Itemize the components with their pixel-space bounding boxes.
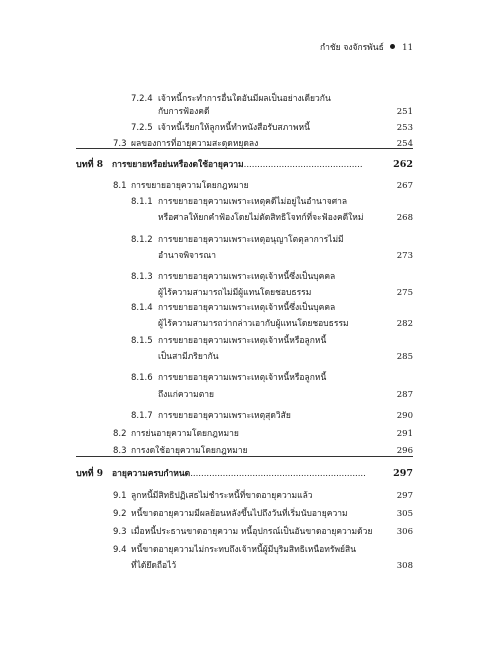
toc-entry-title: การขยายอายุความโดยกฎหมาย	[131, 181, 249, 191]
toc-entry-title: ลูกหนี้มีสิทธิปฏิเสธไม่ชำระหนี้ที่ขาดอายุความแล้ว	[131, 491, 313, 501]
toc-entry[interactable]	[0, 136, 479, 152]
toc-entry-title: ผลของการที่อายุความสะดุดหยุดลง	[131, 139, 259, 149]
toc-entry[interactable]	[0, 488, 479, 504]
toc-entry[interactable]	[0, 104, 479, 120]
toc-entry-page: 254	[396, 139, 413, 149]
toc-entry-title: การขยายอายุความเพราะเหตุเจ้าหนี้ซึ่งเป็นบุคคล	[158, 303, 336, 313]
toc-entry-title: เป็นสามีภริยากัน	[158, 352, 219, 362]
toc-entry[interactable]	[0, 120, 479, 136]
toc-entry-number: 8.1	[113, 181, 127, 191]
toc-entry[interactable]	[0, 300, 479, 316]
toc-entry-title: เมื่อหนี้ประธานขาดอายุความ หนี้อุปกรณ์เป็นอันขาดอายุความด้วย	[131, 527, 373, 537]
toc-entry-number: 9.1	[113, 491, 127, 501]
toc-entry[interactable]	[0, 506, 479, 522]
toc-entry-number: 9.2	[113, 509, 127, 519]
toc-entry-title: การขยายอายุความเพราะเหตุเจ้าหนี้หรือลูกหนี้	[158, 373, 327, 383]
toc-entry[interactable]	[0, 232, 479, 248]
toc-entry-page: 287	[396, 390, 413, 400]
toc-entry-page: 296	[396, 446, 413, 456]
chapter-title	[112, 466, 366, 482]
header-page-number: 11	[402, 43, 413, 53]
toc-entry-title: ผู้ไร้ความสามารถไม่มีผู้แทนโดยชอบธรรม	[158, 288, 312, 298]
chapter-page: 262	[393, 159, 413, 170]
toc-entry-title: การย่นอายุความโดยกฎหมาย	[131, 429, 239, 439]
toc-entry-number: 8.2	[113, 429, 127, 439]
toc-entry[interactable]	[0, 408, 479, 424]
chapter-title	[112, 157, 363, 173]
chapter-page: 297	[393, 468, 413, 479]
toc-entry-number: 7.2.5	[131, 123, 153, 133]
toc-entry[interactable]	[0, 316, 479, 332]
toc-entry[interactable]	[0, 524, 479, 540]
chapter-heading[interactable]	[0, 157, 479, 173]
toc-entry[interactable]	[0, 558, 479, 574]
toc-entry-number: 9.3	[113, 527, 127, 537]
toc-entry-title: ผู้ไร้ความสามารถว่ากล่าวเอากับผู้แทนโดยชอบธรรม	[158, 319, 349, 329]
chapter-label: บทที่ 9	[76, 469, 103, 479]
toc-entry-title: การขยายอายุความเพราะเหตุสุดวิสัย	[158, 411, 291, 421]
toc-entry-page: 290	[396, 411, 413, 421]
toc-entry-title: เจ้าหนี้เรียกให้ลูกหนี้ทำหนังสือรับสภาพหนี้	[158, 123, 310, 133]
toc-entry-number: 8.1.2	[131, 235, 153, 245]
toc-entry-number: 7.3	[113, 139, 127, 149]
toc-entry-number: 8.3	[113, 446, 127, 456]
chapter-title-text: การขยายหรือย่นหรืองดใช้อายุความ	[112, 160, 244, 170]
toc-entry-page: 253	[396, 123, 413, 133]
toc-entry-page: 291	[396, 429, 413, 439]
toc-entry-page: 285	[396, 352, 413, 362]
toc-entry-title: หนี้ขาดอายุความไม่กระทบถึงเจ้าหนี้ผู้มีบุริมสิทธิเหนือทรัพย์สิน	[131, 545, 357, 555]
toc-entry-page: 267	[396, 181, 413, 191]
toc-entry[interactable]	[0, 426, 479, 442]
toc-entry-page: 275	[396, 288, 413, 298]
chapter-heading[interactable]	[0, 466, 479, 482]
toc-entry-number: 8.1.7	[131, 411, 153, 421]
toc-entry[interactable]	[0, 542, 479, 558]
toc-entry[interactable]	[0, 333, 479, 349]
toc-entry-page: 306	[396, 527, 413, 537]
toc-entry-title: การขยายอายุความเพราะเหตุคดีไม่อยู่ในอำนาจศาล	[158, 197, 348, 207]
toc-entry-page: 308	[396, 561, 413, 571]
chapter-label: บทที่ 8	[76, 160, 103, 170]
toc-entry[interactable]	[0, 285, 479, 301]
toc-entry-title: การขยายอายุความเพราะเหตุอนุญาโตตุลาการไม่มี	[158, 235, 344, 245]
toc-entry-page: 305	[396, 509, 413, 519]
toc-entry-number: 8.1.3	[131, 272, 153, 282]
header-author: กำชัย จงจักรพันธ์	[319, 43, 384, 53]
toc-entry-title: การขยายอายุความเพราะเหตุเจ้าหนี้ซึ่งเป็นบุคคล	[158, 272, 336, 282]
dot-leader: .................................................................	[190, 469, 366, 479]
toc-entry-number: 8.1.4	[131, 303, 153, 313]
toc-entry-number: 8.1.5	[131, 336, 153, 346]
toc-entry-page: 251	[396, 107, 413, 117]
toc-entry-title: กับการฟ้องคดี	[158, 107, 210, 117]
toc-entry-page: 268	[396, 213, 413, 223]
toc-entry-title: ถึงแก่ความตาย	[158, 390, 215, 400]
toc-entry-title: ที่ได้ยึดถือไว้	[131, 561, 177, 571]
toc-entry-title: อำนาจพิจารณา	[158, 251, 217, 261]
toc-entry-page: 282	[396, 319, 413, 329]
toc-entry[interactable]	[0, 349, 479, 365]
toc-entry-page: 297	[396, 491, 413, 501]
toc-entry-page: 273	[396, 251, 413, 261]
toc-entry-number: 9.4	[113, 545, 127, 555]
toc-entry-title: การขยายอายุความเพราะเหตุเจ้าหนี้หรือลูกหนี้	[158, 336, 327, 346]
toc-entry[interactable]	[0, 178, 479, 194]
toc-entry-title: เจ้าหนี้กระทำการอื่นใดอันมีผลเป็นอย่างเดียวกัน	[158, 94, 331, 104]
toc-entry[interactable]	[0, 248, 479, 264]
running-header	[320, 40, 413, 54]
bullet-dot-icon	[390, 44, 395, 49]
toc-entry-number: 7.2.4	[131, 94, 153, 104]
toc-entry-number: 8.1.1	[131, 197, 153, 207]
toc-entry[interactable]	[0, 387, 479, 403]
toc-entry[interactable]	[0, 269, 479, 285]
toc-entry[interactable]	[0, 210, 479, 226]
chapter-title-text: อายุความครบกำหนด	[112, 469, 191, 479]
toc-entry-title: หรือศาลให้ยกคำฟ้องโดยไม่ตัดสิทธิโจทก์ที่จะฟ้องคดีใหม่	[158, 213, 364, 223]
toc-entry[interactable]	[0, 194, 479, 210]
toc-entry-number: 8.1.6	[131, 373, 153, 383]
dot-leader: ............................................	[243, 160, 363, 170]
toc-entry-title: การงดใช้อายุความโดยกฎหมาย	[131, 446, 248, 456]
toc-entry[interactable]	[0, 370, 479, 386]
toc-entry-title: หนี้ขาดอายุความมีผลย้อนหลังขึ้นไปถึงวันที่เริ่มนับอายุความ	[131, 509, 348, 519]
toc-entry[interactable]	[0, 443, 479, 459]
